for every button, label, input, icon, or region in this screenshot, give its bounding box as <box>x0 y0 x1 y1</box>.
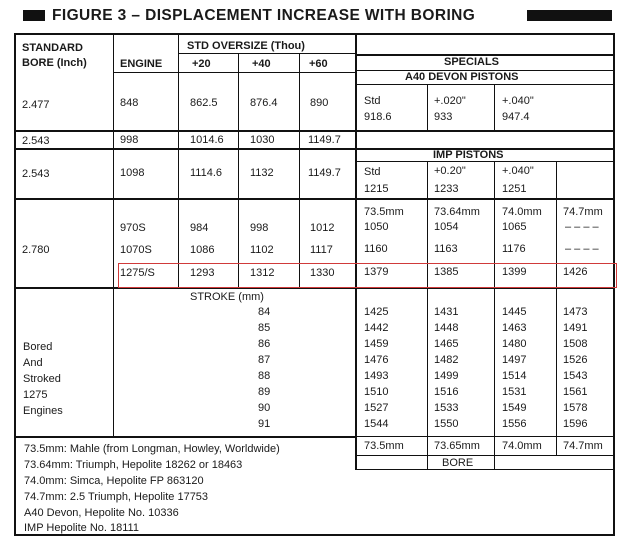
r1-s-v3: 947.4 <box>502 111 530 123</box>
stroked-row-3-b2: 1465 <box>434 338 459 350</box>
stroked-row-5-b2: 1499 <box>434 370 459 382</box>
stroked-label-and: And <box>23 357 43 369</box>
stroked-row-3-stroke: 86 <box>258 338 271 350</box>
stroked-row-2-stroke: 85 <box>258 322 271 334</box>
r1-s-h1: Std <box>364 95 381 107</box>
r4-bore-h4: 74.7mm <box>563 206 603 218</box>
stroked-row-6-b2: 1516 <box>434 386 459 398</box>
col-line-s4b <box>556 161 557 198</box>
header-engine: ENGINE <box>120 58 163 70</box>
r4-1275s-o40: 1312 <box>250 267 275 279</box>
note-6: IMP Hepolite No. 18111 <box>24 522 139 534</box>
row-line-r3 <box>14 198 615 200</box>
title-bar-left <box>23 10 45 21</box>
r4-970s-b1: 1050 <box>364 221 389 233</box>
r1-s-v1: 918.6 <box>364 111 392 123</box>
stroked-row-4-b3: 1497 <box>502 354 527 366</box>
bore-footer-b2: 73.65mm <box>434 440 480 452</box>
r1-bore: 2.477 <box>22 99 50 111</box>
stroked-row-8-b3: 1556 <box>502 418 527 430</box>
r4-1275s-b2: 1385 <box>434 266 459 278</box>
stroked-row-7-b2: 1533 <box>434 402 459 414</box>
col-line-s3b <box>494 161 495 198</box>
col-line-specials <box>355 33 357 469</box>
row-line-r2 <box>14 148 615 150</box>
stroked-row-7-b4: 1578 <box>563 402 588 414</box>
col-line-bore <box>113 33 114 436</box>
stroked-row-8-stroke: 91 <box>258 418 271 430</box>
stroked-row-5-b1: 1493 <box>364 370 389 382</box>
r3-o60: 1149.7 <box>308 167 341 179</box>
stroked-row-8-b4: 1596 <box>563 418 588 430</box>
r1-s-v2: 933 <box>434 111 453 123</box>
r1-s-h3: +.040" <box>502 95 534 107</box>
title-bar-right <box>527 10 612 21</box>
r4-970s-b3: 1065 <box>502 221 527 233</box>
bore-footer-b1: 73.5mm <box>364 440 404 452</box>
r1-engine: 848 <box>120 97 139 109</box>
r4-1275s-b1: 1379 <box>364 266 389 278</box>
col-line-b2 <box>427 198 428 469</box>
row-line-imp <box>355 161 614 162</box>
note-4: 74.7mm: 2.5 Triumph, Hepolite 17753 <box>24 491 209 503</box>
row-line-a40b <box>355 84 614 85</box>
r2-engine: 998 <box>120 134 139 146</box>
stroked-row-4-b1: 1476 <box>364 354 389 366</box>
stroked-row-1-b1: 1425 <box>364 306 389 318</box>
stroked-label-1275: 1275 <box>23 389 48 401</box>
col-line-s2b <box>427 161 428 198</box>
r4-970s-b4: – – – – <box>565 221 599 233</box>
r4-bore-h3: 74.0mm <box>502 206 542 218</box>
stroked-row-4-b2: 1482 <box>434 354 459 366</box>
table-left-border <box>14 33 16 536</box>
stroked-row-1-b2: 1431 <box>434 306 459 318</box>
r4-970s-engine: 970S <box>120 222 146 234</box>
stroked-row-6-stroke: 89 <box>258 386 271 398</box>
stroked-row-5-b3: 1514 <box>502 370 527 382</box>
stroked-row-3-b4: 1508 <box>563 338 588 350</box>
stroked-row-3-b3: 1480 <box>502 338 527 350</box>
stroked-row-6-b1: 1510 <box>364 386 389 398</box>
header-plus20: +20 <box>192 58 211 70</box>
note-1: 73.5mm: Mahle (from Longman, Howley, Worldwide) <box>24 443 280 455</box>
r3-s-v2: 1233 <box>434 183 459 195</box>
r4-970s-o40: 998 <box>250 222 269 234</box>
stroked-row-3-b1: 1459 <box>364 338 389 350</box>
r4-bore: 2.780 <box>22 244 50 256</box>
r4-970s-b2: 1054 <box>434 221 459 233</box>
header-a40-devon: A40 DEVON PISTONS <box>405 71 519 83</box>
stroked-row-2-b4: 1491 <box>563 322 588 334</box>
r2-bore: 2.543 <box>22 135 50 147</box>
stroked-row-7-stroke: 90 <box>258 402 271 414</box>
stroke-header: STROKE (mm) <box>190 291 264 303</box>
row-line-stroked <box>14 436 357 438</box>
stroked-row-6-b4: 1561 <box>563 386 588 398</box>
r3-s-v3: 1251 <box>502 183 527 195</box>
r4-bore-h1: 73.5mm <box>364 206 404 218</box>
r3-s-h3: +.040" <box>502 165 534 177</box>
row-line-oversize <box>178 53 355 54</box>
col-line-o20 <box>238 53 239 287</box>
header-std-oversize: STD OVERSIZE (Thou) <box>187 40 305 52</box>
header-imp-pistons: IMP PISTONS <box>433 149 504 161</box>
stroked-row-2-b2: 1448 <box>434 322 459 334</box>
r1-s-h2: +.020" <box>434 95 466 107</box>
stroked-row-1-b3: 1445 <box>502 306 527 318</box>
stroked-row-5-stroke: 88 <box>258 370 271 382</box>
r2-o40: 1030 <box>250 134 275 146</box>
r4-1070s-engine: 1070S <box>120 244 152 256</box>
col-line-o40 <box>299 53 300 287</box>
stroked-row-6-b3: 1531 <box>502 386 527 398</box>
r4-1070s-o60: 1117 <box>310 244 333 256</box>
header-plus40: +40 <box>252 58 271 70</box>
bore-footer-b4: 74.7mm <box>563 440 603 452</box>
table-bottom-border <box>14 534 615 536</box>
table-top-border <box>14 33 615 35</box>
stroked-label-engines: Engines <box>23 405 63 417</box>
note-2: 73.64mm: Triumph, Hepolite 18262 or 18463 <box>24 459 243 471</box>
r3-engine: 1098 <box>120 167 145 179</box>
row-line-bore-footer-top <box>355 436 614 437</box>
stroked-label-stroked: Stroked <box>23 373 61 385</box>
row-line-bore-label <box>355 469 614 470</box>
stroked-row-1-stroke: 84 <box>258 306 271 318</box>
r1-o40: 876.4 <box>250 97 278 109</box>
col-line-b4 <box>556 198 557 455</box>
stroked-row-5-b4: 1543 <box>563 370 588 382</box>
stroked-row-4-b4: 1526 <box>563 354 588 366</box>
r2-o20: 1014.6 <box>190 134 224 146</box>
header-specials: SPECIALS <box>444 56 500 68</box>
r4-1275s-b3: 1399 <box>502 266 527 278</box>
r4-1275s-o20: 1293 <box>190 267 215 279</box>
r4-1070s-b3: 1176 <box>502 243 526 255</box>
col-line-s2 <box>427 84 428 130</box>
header-standard: STANDARD <box>22 42 83 54</box>
r4-bore-h2: 73.64mm <box>434 206 480 218</box>
r4-1275s-b4: 1426 <box>563 266 588 278</box>
r4-1070s-b1: 1160 <box>364 243 388 255</box>
r4-970s-o20: 984 <box>190 222 209 234</box>
stroked-row-1-b4: 1473 <box>563 306 588 318</box>
r4-1275s-o60: 1330 <box>310 267 335 279</box>
stroked-row-7-b1: 1527 <box>364 402 389 414</box>
header-bore-inch: BORE (Inch) <box>22 57 87 69</box>
r3-s-h1: Std <box>364 166 381 178</box>
r2-o60: 1149.7 <box>308 134 341 146</box>
r3-o40: 1132 <box>250 167 274 179</box>
row-line-r1 <box>14 130 615 132</box>
r4-1070s-o20: 1086 <box>190 244 215 256</box>
r4-1070s-b4: – – – – <box>565 243 599 255</box>
bore-footer-b3: 74.0mm <box>502 440 542 452</box>
r1-o20: 862.5 <box>190 97 218 109</box>
row-line-subheader <box>113 72 355 73</box>
r3-s-h2: +0.20" <box>434 165 466 177</box>
stroked-row-2-b1: 1442 <box>364 322 389 334</box>
stroked-label-bored: Bored <box>23 341 53 353</box>
r4-1275s-engine: 1275/S <box>120 267 155 279</box>
note-3: 74.0mm: Simca, Hepolite FP 863120 <box>24 475 204 487</box>
stroked-row-7-b3: 1549 <box>502 402 527 414</box>
r4-1070s-b2: 1163 <box>434 243 458 255</box>
stroked-row-8-b2: 1550 <box>434 418 459 430</box>
stroked-row-4-stroke: 87 <box>258 354 271 366</box>
r1-o60: 890 <box>310 97 329 109</box>
bore-footer-label: BORE <box>442 457 474 469</box>
col-line-b3 <box>494 198 495 469</box>
r3-o20: 1114.6 <box>190 167 223 179</box>
header-plus60: +60 <box>309 58 328 70</box>
col-line-s3 <box>494 84 495 130</box>
r4-970s-o60: 1012 <box>310 222 335 234</box>
stroked-row-8-b1: 1544 <box>364 418 389 430</box>
row-line-bore-footer <box>355 455 614 456</box>
figure-title: FIGURE 3 – DISPLACEMENT INCREASE WITH BORING <box>52 7 476 24</box>
note-5: A40 Devon, Hepolite No. 10336 <box>24 507 179 519</box>
stroked-row-2-b3: 1463 <box>502 322 527 334</box>
r3-bore: 2.543 <box>22 168 50 180</box>
r3-s-v1: 1215 <box>364 183 389 195</box>
r4-1070s-o40: 1102 <box>250 244 274 256</box>
